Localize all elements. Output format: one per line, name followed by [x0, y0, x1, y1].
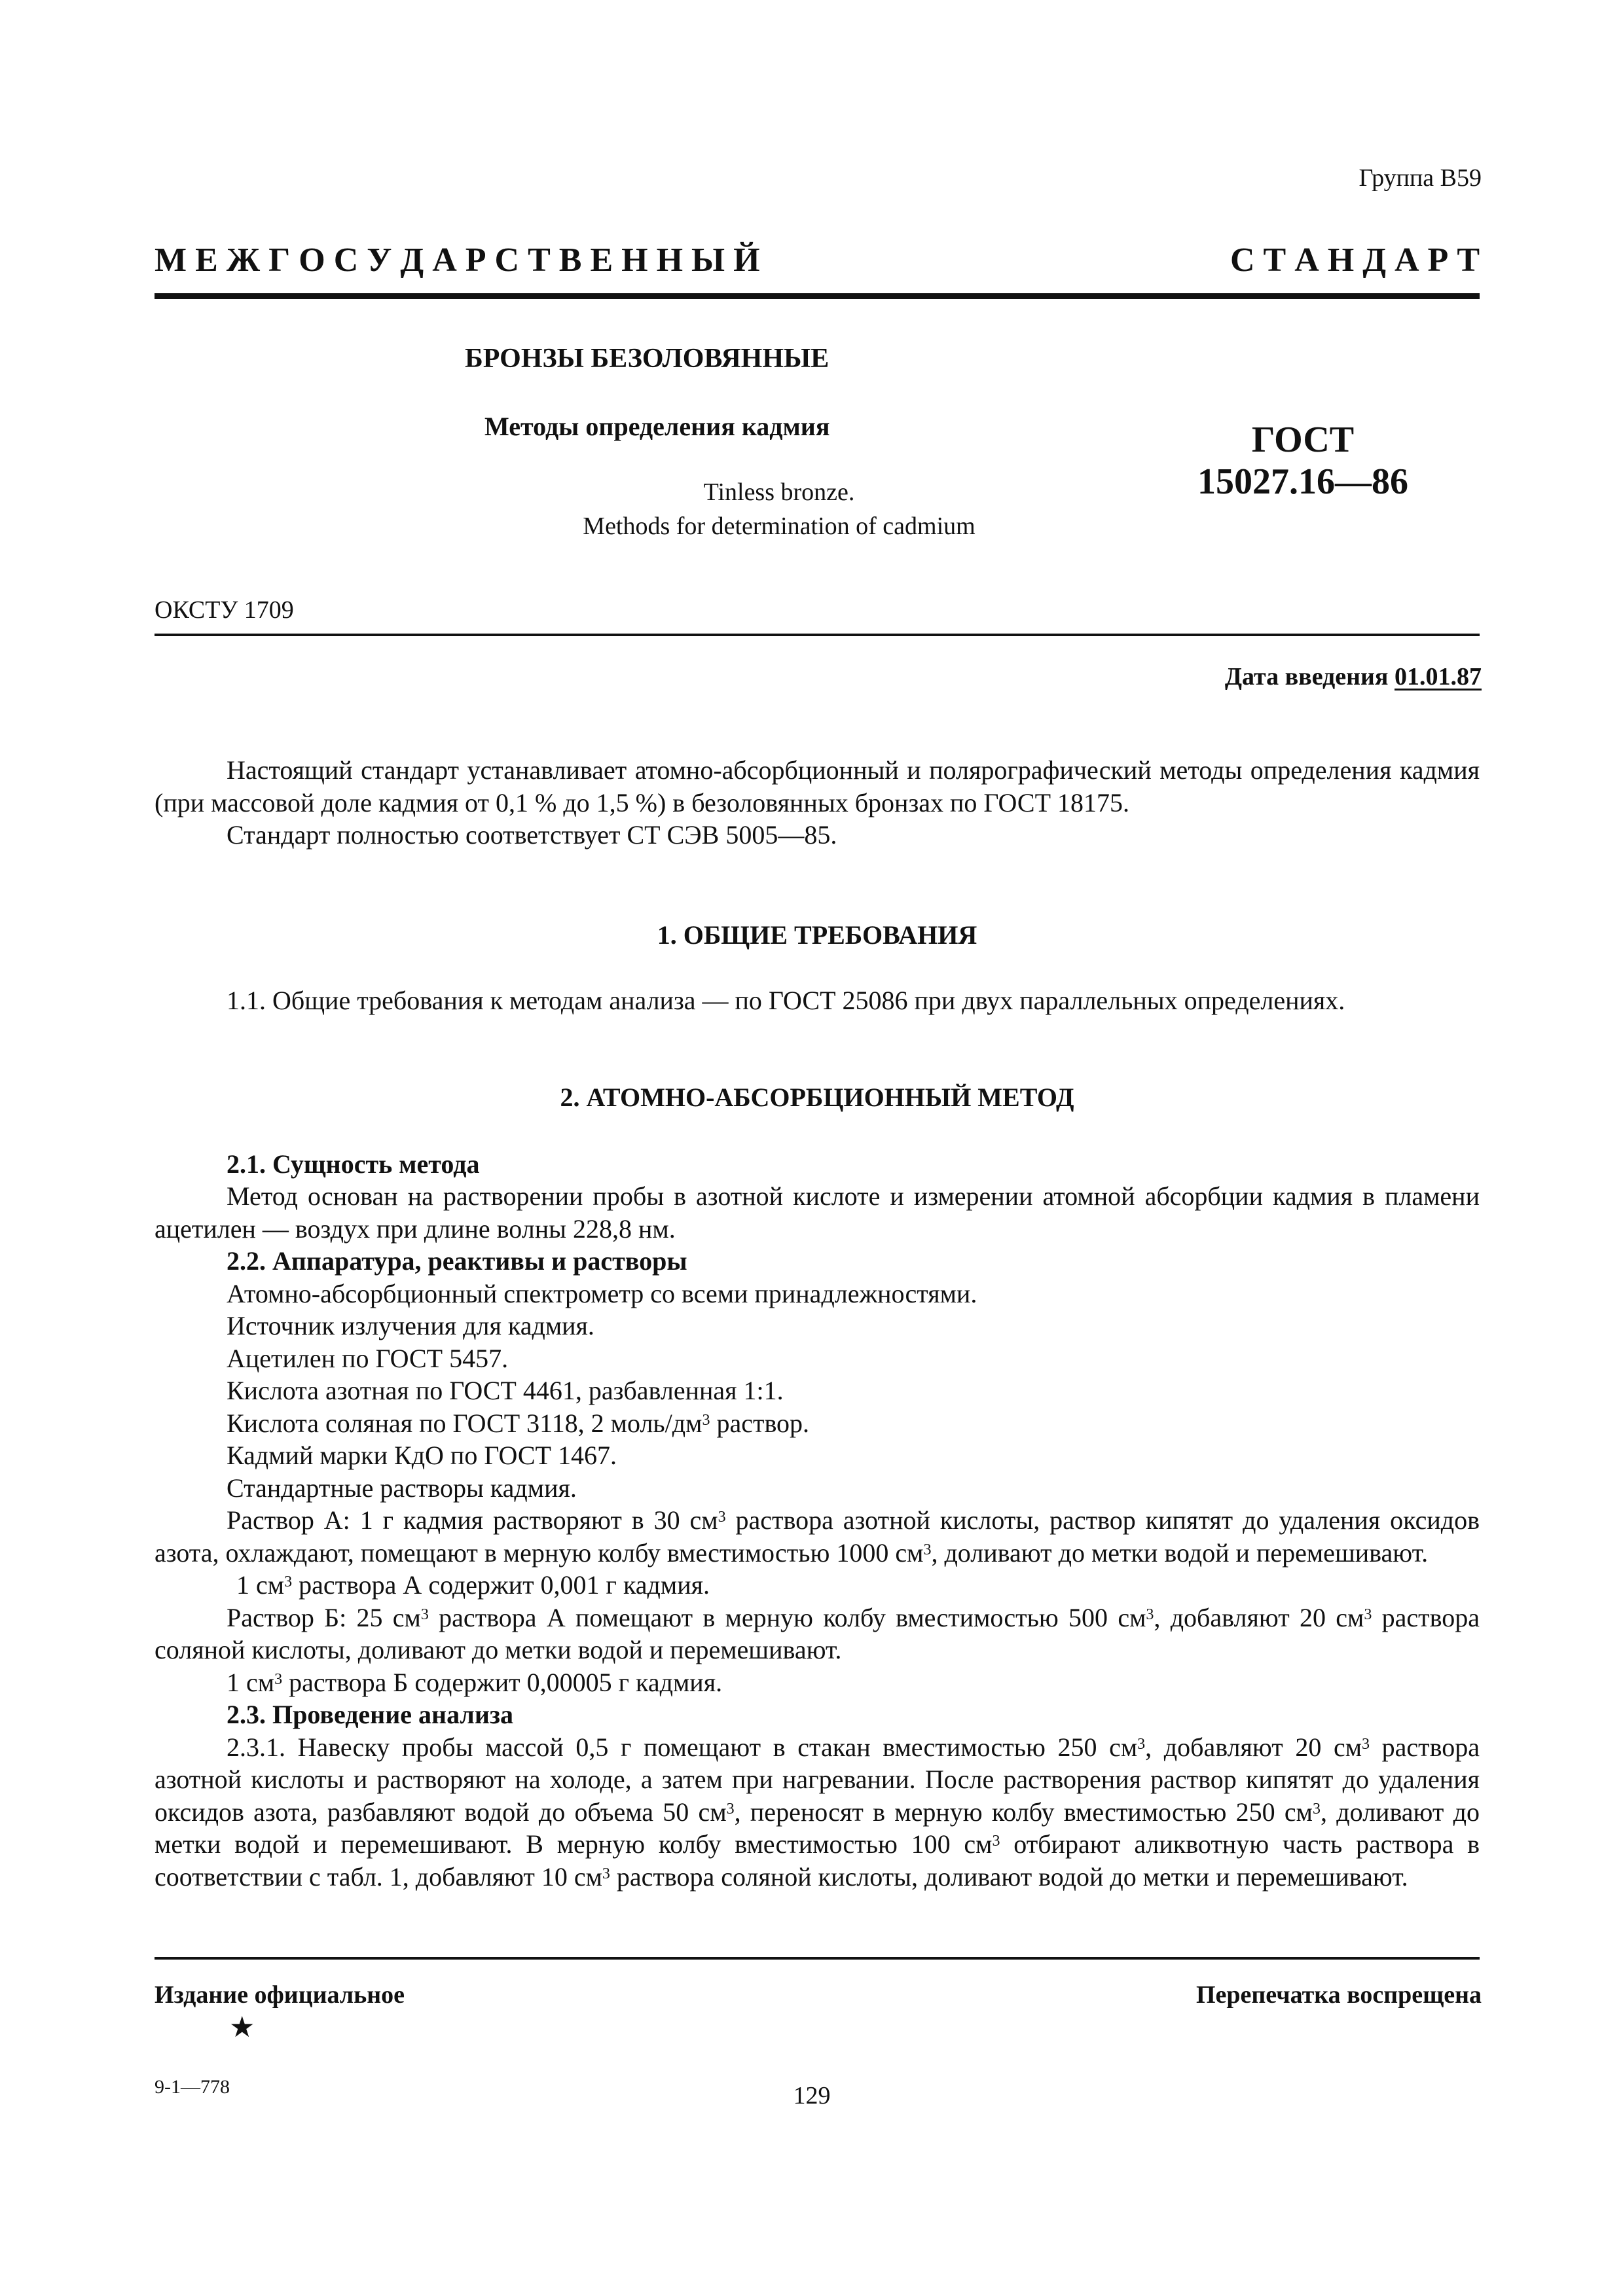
superscript: 3: [420, 1605, 429, 1623]
intro-paragraph-2: Стандарт полностью соответствует СТ СЭВ 5005—85.: [227, 820, 837, 850]
gost-code: 15027.16—86: [1197, 461, 1408, 502]
apparatus-item-3: Ацетилен по ГОСТ 5457.: [227, 1343, 509, 1373]
superscript: 3: [1364, 1605, 1372, 1623]
solution-a-text-2: раствора азотной кислоты, раствор кипятят до удаления оксидов азота, охлаждают, помещают в мерную колбу вместимостью 1000 см: [155, 1505, 1480, 1568]
apparatus-item-1: Атомно-абсорбционный спектрометр со всеми принадлежностями.: [227, 1278, 977, 1308]
section-1-heading: 1. ОБЩИЕ ТРЕБОВАНИЯ: [657, 920, 977, 950]
superscript: 3: [274, 1670, 283, 1688]
document-subtitle: Методы определения кадмия: [484, 412, 830, 441]
banner-left: М Е Ж Г О С У Д А Р С Т В Е Н Н Ы Й: [155, 242, 760, 279]
apparatus-item-6: Кадмий марки КдО по ГОСТ 1467.: [227, 1441, 617, 1470]
banner-right: С Т А Н Д А Р Т: [1230, 242, 1480, 279]
paragraph-2-3-1-text-2: , добавляют 20 см: [1145, 1732, 1362, 1762]
superscript: 3: [702, 1411, 710, 1429]
solution-b-text-2: раствора А помещают в мерную колбу вместимостью 500 см: [428, 1602, 1146, 1632]
subsection-2-1-text: Метод основан на растворении пробы в азотной кислоте и измерении атомной абсорбции кадмия в пламени ацетилен — воздух при длине волны 228,8 нм.: [155, 1181, 1480, 1244]
superscript: 3: [726, 1800, 735, 1818]
okstu-code: ОКСТУ 1709: [155, 596, 294, 624]
superscript: 3: [1362, 1735, 1370, 1753]
group-label: Группа В59: [1359, 164, 1482, 192]
english-title: [367, 475, 1192, 543]
english-title-line-1: Tinless bronze.: [703, 478, 855, 506]
solution-b-text-1: Раствор Б: 25 см: [227, 1602, 421, 1632]
paragraph-2-3-1-text-4: , переносят в мерную колбу вместимостью 250 см: [734, 1797, 1313, 1827]
english-title-line-2: Methods for determination of cadmium: [583, 512, 976, 540]
superscript: 3: [1146, 1605, 1154, 1623]
solution-b-text-3: , добавляют 20 см: [1154, 1602, 1364, 1632]
paragraph-2-3-1: [155, 1731, 1480, 1893]
gost-label: ГОСТ: [1251, 420, 1355, 460]
document-title: БРОНЗЫ БЕЗОЛОВЯННЫЕ: [465, 344, 830, 374]
superscript: 3: [284, 1573, 293, 1590]
solution-b-note: [155, 1666, 1480, 1699]
superscript: 3: [718, 1509, 726, 1526]
print-code: 9-1—778: [155, 2076, 230, 2098]
apparatus-item-4: Кислота азотная по ГОСТ 4461, разбавленная 1:1.: [227, 1376, 784, 1405]
paragraph-2-3-1-text-6: отбирают аликвотную часть раствора в соответствии с табл. 1, добавляют 10 см: [155, 1829, 1480, 1892]
solution-a-text-3: , доливают до метки водой и перемешивают.: [931, 1537, 1429, 1568]
date-value: 01.01.87: [1395, 663, 1482, 691]
superscript: 3: [602, 1865, 610, 1882]
star-icon: ★: [229, 2011, 255, 2043]
superscript: 3: [1312, 1800, 1321, 1818]
superscript: 3: [1137, 1735, 1146, 1753]
solution-a-note: [155, 1569, 1480, 1602]
paragraph-2-3-1-text-7: раствора соляной кислоты, доливают водой до метки и перемешивают.: [610, 1861, 1408, 1892]
solution-b-text-4: раствора соляной кислоты, доливают до метки водой и перемешивают.: [155, 1602, 1480, 1664]
section-1: [155, 919, 1480, 1016]
reprint-prohibited-label: Перепечатка воспрещена: [1195, 1981, 1482, 2009]
header-rule: [155, 293, 1480, 299]
superscript: 3: [992, 1833, 1000, 1850]
section-1-paragraph: 1.1. Общие требования к методам анализа — по ГОСТ 25086 при двух параллельных определениях.: [227, 985, 1345, 1015]
paragraph-2-3-1-text-5: , доливают до метки водой и перемешивают. В мерную колбу вместимостью 100 см: [155, 1797, 1480, 1859]
introduction-date: [1225, 662, 1482, 691]
subsection-2-3-title: 2.3. Проведение анализа: [227, 1700, 513, 1729]
page-number: 129: [793, 2082, 831, 2109]
solution-a-note-text-2: раствора А содержит 0,001 г кадмия.: [292, 1570, 710, 1600]
paragraph-2-3-1-text-1: 2.3.1. Навеску пробы массой 0,5 г помещают в стакан вместимостью 250 см: [227, 1732, 1138, 1762]
solution-b: [155, 1602, 1480, 1666]
solution-b-note-text-1: 1 см: [227, 1667, 275, 1697]
okstu-rule: [155, 634, 1480, 636]
superscript: 3: [923, 1541, 932, 1558]
date-label: Дата введения: [1224, 663, 1389, 691]
apparatus-item-5: [155, 1407, 1480, 1440]
subsection-2-1-title: 2.1. Сущность метода: [227, 1149, 480, 1179]
gost-number: [1185, 419, 1421, 503]
section-2: [155, 1081, 1480, 1893]
apparatus-item-2: Источник излучения для кадмия.: [227, 1311, 594, 1340]
apparatus-item-7: Стандартные растворы кадмия.: [227, 1473, 577, 1503]
solution-a: [155, 1504, 1480, 1569]
apparatus-item-5-tail: раствор.: [710, 1408, 810, 1438]
intro-paragraph-1: Настоящий стандарт устанавливает атомно-абсорбционный и полярографический методы определения кадмия (при массовой доле кадмия от 0,1 % до 1,5 %) в безоловянных бронзах по ГОСТ 18175.: [155, 755, 1480, 817]
standard-banner: [155, 241, 1480, 280]
paragraph-2-3-1-text-3: раствора азотной кислоты и растворяют на холоде, а затем при нагревании. После растворения раствор кипятят до удаления оксидов азота, разбавляют водой до объема 50 см: [155, 1732, 1480, 1827]
solution-a-note-text-1: 1 см: [236, 1570, 285, 1600]
official-edition-label: Издание официальное: [155, 1981, 405, 2009]
intro-section: [155, 754, 1480, 852]
apparatus-item-5-text: Кислота соляная по ГОСТ 3118, 2 моль/дм: [227, 1408, 702, 1438]
footer-rule: [155, 1957, 1480, 1960]
section-2-heading: 2. АТОМНО-АБСОРБЦИОННЫЙ МЕТОД: [560, 1083, 1074, 1112]
subsection-2-2-title: 2.2. Аппаратура, реактивы и растворы: [227, 1246, 687, 1276]
solution-b-note-text-2: раствора Б содержит 0,00005 г кадмия.: [282, 1667, 723, 1697]
solution-a-text-1: Раствор А: 1 г кадмия растворяют в 30 см: [227, 1505, 718, 1535]
